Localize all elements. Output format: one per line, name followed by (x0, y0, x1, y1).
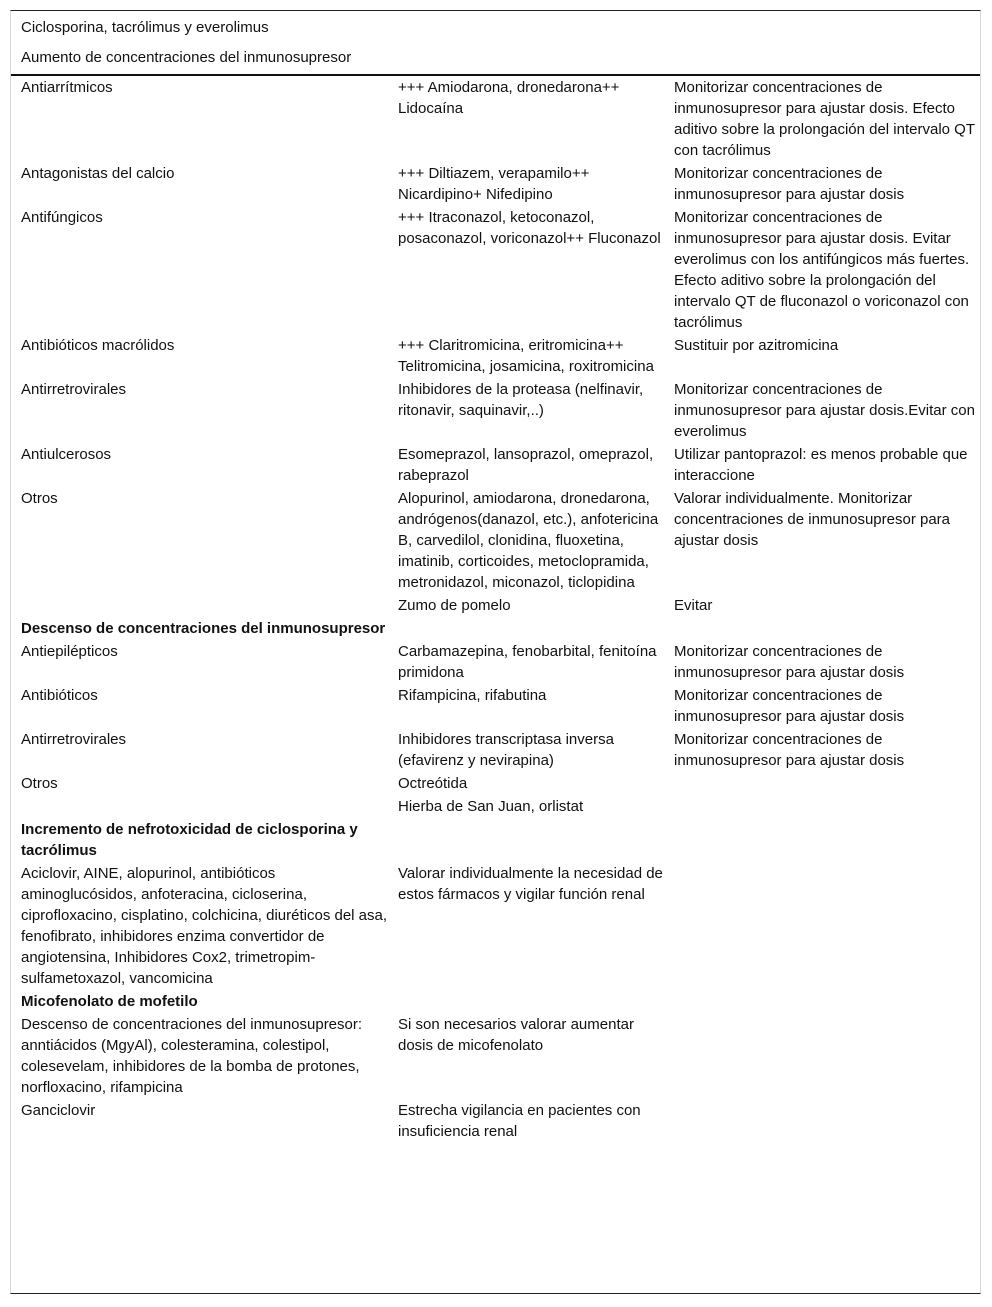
recommendation-cell (664, 991, 980, 1014)
drugs-cell: +++ Diltiazem, verapamilo++ Nicardipino+ Nifedipino (398, 165, 590, 203)
drug-group-cell: Antiarrítmicos (21, 79, 113, 96)
drugs-cell (388, 991, 664, 1014)
table-row (11, 641, 980, 685)
recommendation-cell: Monitorizar concentraciones de inmunosupresor para ajustar dosis. Evitar everolimus con los antifúngicos más fuertes. Efecto aditivo sobre la prolongación del intervalo QT de fluconazol o voriconazol con tacrólimus (674, 209, 970, 331)
drugs-cell: +++ Amiodarona, dronedarona++ Lidocaína (398, 79, 620, 117)
drug-group-cell: Micofenolato de mofetilo (21, 993, 198, 1010)
recommendation-cell (664, 1014, 980, 1100)
table-row (11, 595, 980, 618)
table-row (11, 207, 980, 335)
table-row (11, 1100, 980, 1144)
table-row (11, 796, 980, 819)
drugs-cell: Rifampicina, rifabutina (398, 687, 547, 704)
table-row (11, 685, 980, 729)
drug-group-cell: Aciclovir, AINE, alopurinol, antibióticos aminoglucósidos, anfoteracina, cicloserina, ciprofloxacino, cisplatino, colchicina, diuréticos del asa, fenofibrato, inhibidores enzima convertidor de angiotensina, Inhibidores Cox2, trimetropim-sulfametoxazol, vancomicina (21, 865, 388, 987)
drug-group-cell: Antiepilépticos (21, 643, 118, 660)
drug-group-cell: Incremento de nefrotoxicidad de ciclosporina y tacrólimus (21, 821, 358, 859)
table-title: Ciclosporina, tacrólimus y everolimus (21, 19, 269, 36)
table-row (11, 488, 980, 595)
recommendation-cell: Evitar (674, 597, 713, 614)
drugs-cell: Si son necesarios valorar aumentar dosis de micofenolato (398, 1016, 634, 1054)
recommendation-cell: Monitorizar concentraciones de inmunosupresor para ajustar dosis (674, 687, 905, 725)
recommendation-cell: Monitorizar concentraciones de inmunosupresor para ajustar dosis (674, 731, 905, 769)
recommendation-cell: Monitorizar concentraciones de inmunosupresor para ajustar dosis.Evitar con everolimus (674, 381, 975, 440)
section-heading-row (11, 618, 980, 641)
table-row (11, 444, 980, 488)
recommendation-cell (664, 773, 980, 796)
table-row (11, 729, 980, 773)
recommendation-cell: Monitorizar concentraciones de inmunosupresor para ajustar dosis. Efecto aditivo sobre la prolongación del intervalo QT con tacrólimus (674, 79, 975, 159)
drugs-cell: Inhibidores transcriptasa inversa (efavirenz y nevirapina) (398, 731, 614, 769)
table-row (11, 773, 980, 796)
drugs-cell: Alopurinol, amiodarona, dronedarona, andrógenos(danazol, etc.), anfotericina B, carvedilol, clonidina, fluoxetina, imatinib, corticoides, metoclopramida, metronidazol, miconazol, ticlopidina (398, 490, 659, 591)
recommendation-cell: Utilizar pantoprazol: es menos probable que interaccione (674, 446, 968, 484)
drug-group-cell: Antirretrovirales (21, 381, 127, 398)
recommendation-cell (664, 819, 980, 863)
table-row (11, 863, 980, 991)
drug-interactions-table (10, 10, 981, 1294)
drugs-cell: Hierba de San Juan, orlistat (398, 798, 584, 815)
drug-group-cell: Otros (21, 490, 58, 507)
table-row (11, 335, 980, 379)
drug-group-cell: Antifúngicos (21, 209, 103, 226)
drug-group-cell: Antagonistas del calcio (21, 165, 175, 182)
drugs-cell (388, 819, 664, 863)
drugs-cell: +++ Itraconazol, ketoconazol, posaconazol, voriconazol++ Fluconazol (398, 209, 661, 247)
recommendation-cell (664, 618, 980, 641)
drug-group-cell: Otros (21, 775, 58, 792)
drugs-cell: Valorar individualmente la necesidad de estos fármacos y vigilar función renal (398, 865, 663, 903)
drug-group-cell: Descenso de concentraciones del inmunosupresor (21, 620, 386, 637)
drug-group-cell: Antiulcerosos (21, 446, 112, 463)
table-row (11, 77, 980, 163)
drug-group-cell: Descenso de concentraciones del inmunosupresor: anntiácidos (MgyAl), colesteramina, colestipol, colesevelam, inhibidores de la bomba de protones, norfloxacino, rifampicina (21, 1016, 363, 1096)
drug-group-cell: Antibióticos (21, 687, 98, 704)
drug-group-cell (11, 595, 388, 618)
recommendation-cell: Valorar individualmente. Monitorizar concentraciones de inmunosupresor para ajustar dosis (674, 490, 950, 549)
table-row (11, 379, 980, 444)
interactions-grid (11, 77, 980, 1144)
drug-group-cell: Antirretrovirales (21, 731, 127, 748)
drug-group-cell: Antibióticos macrólidos (21, 337, 175, 354)
drugs-cell: Esomeprazol, lansoprazol, omeprazol, rabeprazol (398, 446, 654, 484)
drugs-cell: +++ Claritromicina, eritromicina++ Telitromicina, josamicina, roxitromicina (398, 337, 654, 375)
drugs-cell: Estrecha vigilancia en pacientes con insuficiencia renal (398, 1102, 641, 1140)
table-row (11, 1014, 980, 1100)
recommendation-cell (664, 1100, 980, 1144)
drugs-cell: Zumo de pomelo (398, 597, 511, 614)
table-header (11, 11, 980, 74)
section-heading-row (11, 819, 980, 863)
drug-group-cell (11, 796, 388, 819)
recommendation-cell: Monitorizar concentraciones de inmunosupresor para ajustar dosis (674, 643, 905, 681)
drug-group-cell: Ganciclovir (21, 1102, 96, 1119)
recommendation-cell: Sustituir por azitromicina (674, 337, 839, 354)
section-heading-row (11, 991, 980, 1014)
recommendation-cell: Monitorizar concentraciones de inmunosupresor para ajustar dosis (674, 165, 905, 203)
recommendation-cell (664, 796, 980, 819)
table-row (11, 163, 980, 207)
table-subtitle: Aumento de concentraciones del inmunosupresor (21, 49, 352, 66)
drugs-cell (388, 618, 664, 641)
recommendation-cell (664, 863, 980, 991)
drugs-cell: Inhibidores de la proteasa (nelfinavir, ritonavir, saquinavir,..) (398, 381, 644, 419)
drugs-cell: Octreótida (398, 775, 468, 792)
drugs-cell: Carbamazepina, fenobarbital, fenitoína primidona (398, 643, 657, 681)
